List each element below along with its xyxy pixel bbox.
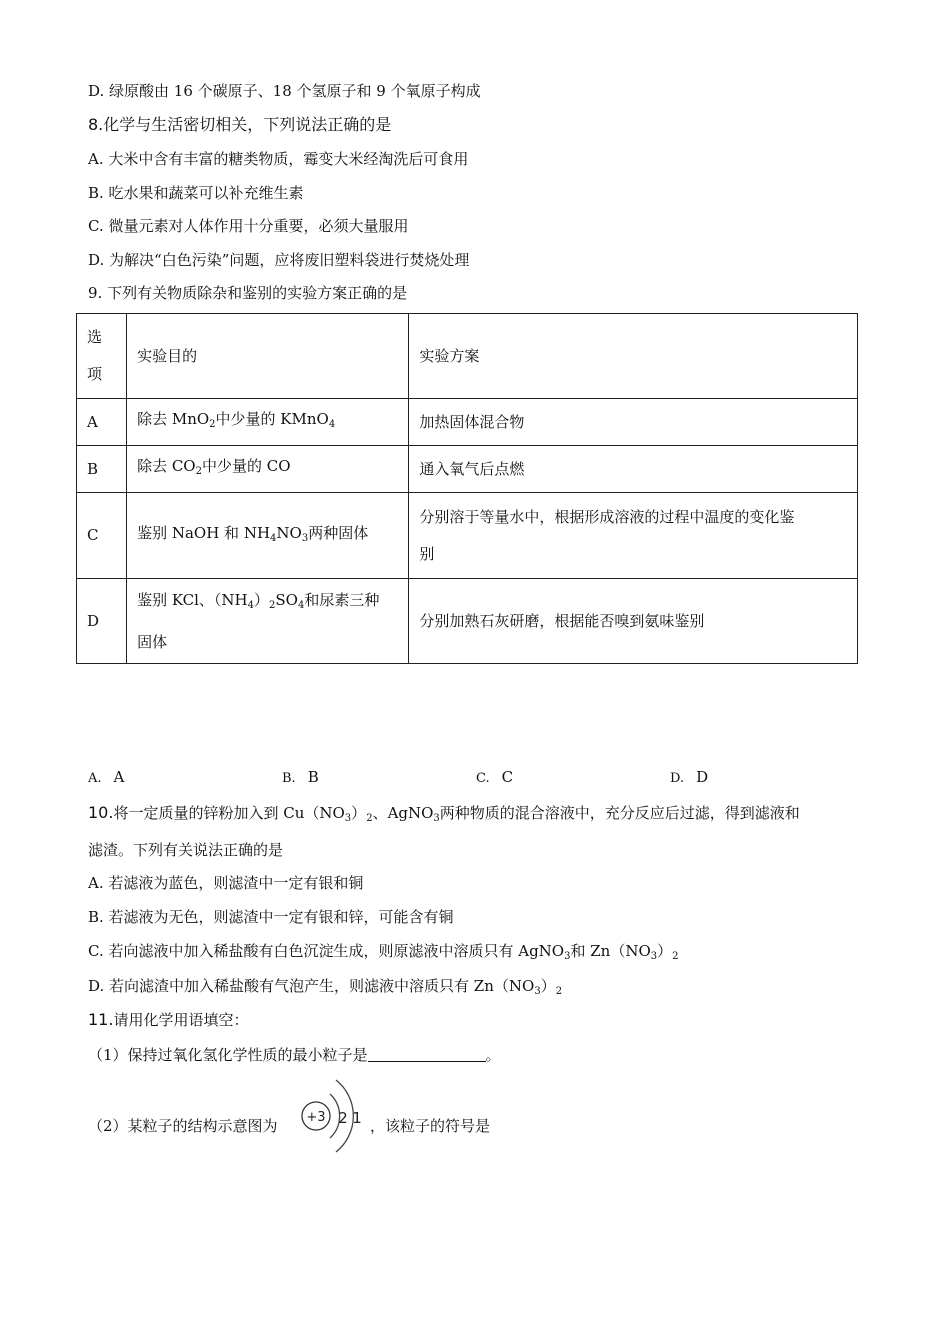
stem-text: 两种物质的混合溶液中，充分反应后过滤，得到滤液和 bbox=[439, 804, 800, 822]
row-b-purpose bbox=[127, 446, 409, 493]
purpose-text: ） bbox=[254, 590, 270, 609]
purpose-text: 除去 CO bbox=[137, 457, 196, 475]
stem-text: 请用化学用语填空： bbox=[113, 1011, 249, 1029]
choice-value: B bbox=[307, 768, 319, 786]
q8-stem-text: 8.化学与生活密切相关，下列说法正确的是 bbox=[88, 115, 392, 134]
choice-label: C. bbox=[476, 771, 490, 786]
table-row bbox=[77, 446, 858, 493]
purpose-text: NO bbox=[276, 523, 302, 542]
nucleus-charge: +3 bbox=[306, 1110, 326, 1125]
subscript: 3 bbox=[344, 813, 352, 824]
q11-part1 bbox=[88, 1045, 501, 1065]
plan-line2: 别 bbox=[419, 544, 435, 563]
header-purpose: 实验目的 bbox=[127, 314, 409, 399]
purpose-text: 中少量的 KMnO bbox=[215, 410, 329, 428]
q8-option-b: B. 吃水果和蔬菜可以补充维生素 bbox=[88, 184, 304, 202]
purpose-text: 中少量的 CO bbox=[201, 457, 291, 475]
stem-text: ） bbox=[351, 804, 367, 822]
q8-option-a: A. 大米中含有丰富的糖类物质，霉变大米经淘洗后可食用 bbox=[88, 150, 469, 168]
table-header-row bbox=[77, 314, 858, 399]
q11-stem bbox=[88, 1010, 248, 1030]
atom-structure-diagram bbox=[296, 1072, 368, 1164]
answer-blank[interactable] bbox=[368, 1045, 486, 1062]
row-d-purpose bbox=[127, 579, 409, 664]
q10-number: 10. bbox=[88, 803, 114, 822]
subscript: 2 bbox=[269, 599, 276, 611]
shell1-electrons: 2 bbox=[338, 1109, 348, 1127]
choice-label: B. bbox=[282, 771, 296, 786]
q9-experiment-table bbox=[76, 313, 858, 664]
subscript: 4 bbox=[328, 419, 336, 430]
part1-end: 。 bbox=[485, 1046, 501, 1064]
purpose-text: SO bbox=[275, 590, 298, 609]
subscript: 3 bbox=[301, 532, 309, 544]
row-a-purpose bbox=[127, 399, 409, 446]
row-c-plan bbox=[409, 493, 858, 579]
stem-text: 将一定质量的锌粉加入到 Cu（NO bbox=[113, 804, 345, 822]
header-option-line1: 选 bbox=[87, 328, 103, 346]
option-text: ） bbox=[540, 977, 556, 995]
row-a-plan: 加热固体混合物 bbox=[409, 399, 858, 446]
table-row bbox=[77, 493, 858, 579]
q9-choices bbox=[88, 768, 868, 790]
q9-choice-c[interactable] bbox=[476, 768, 513, 786]
purpose-text: 鉴别 KCl、（NH bbox=[137, 590, 248, 609]
q9-choice-a[interactable] bbox=[88, 768, 124, 786]
q11-part2-post: ，该粒子的符号是 bbox=[370, 1117, 491, 1135]
purpose-text: 鉴别 NaOH 和 NH bbox=[137, 523, 271, 542]
q11-number: 11. bbox=[88, 1010, 114, 1029]
option-text: D. 若向滤渣中加入稀盐酸有气泡产生，则滤液中溶质只有 Zn（NO bbox=[88, 977, 535, 995]
header-plan: 实验方案 bbox=[409, 314, 858, 399]
q10-stem-line1 bbox=[88, 803, 800, 829]
row-c-option: C bbox=[77, 493, 127, 579]
stem-text: 、AgNO bbox=[372, 804, 434, 822]
q10-option-d bbox=[88, 976, 562, 1002]
purpose-text: 两种固体 bbox=[308, 523, 369, 542]
q8-stem bbox=[88, 115, 391, 135]
table-row bbox=[77, 579, 858, 664]
q8-option-d: D. 为解决“白色污染”问题，应将废旧塑料袋进行焚烧处理 bbox=[88, 251, 470, 269]
option-text: 和 Zn（NO bbox=[570, 942, 651, 960]
q7-option-d: D. 绿原酸由 16 个碳原子、18 个氢原子和 9 个氧原子构成 bbox=[88, 82, 481, 100]
table-row bbox=[77, 399, 858, 446]
row-a-option: A bbox=[77, 399, 127, 446]
shell2-electrons: 1 bbox=[352, 1109, 362, 1127]
purpose-text: 和尿素三种 bbox=[304, 590, 380, 609]
subscript: 3 bbox=[534, 986, 541, 997]
q10-option-a: A. 若滤液为蓝色，则滤渣中一定有银和铜 bbox=[88, 874, 364, 892]
subscript: 2 bbox=[672, 951, 679, 962]
header-option bbox=[77, 314, 127, 399]
subscript: 2 bbox=[366, 813, 373, 824]
q10-stem-line2: 滤渣。下列有关说法正确的是 bbox=[88, 841, 284, 859]
q8-option-c: C. 微量元素对人体作用十分重要，必须大量服用 bbox=[88, 217, 409, 235]
row-b-plan: 通入氧气后点燃 bbox=[409, 446, 858, 493]
q10-option-c bbox=[88, 941, 679, 967]
choice-value: C bbox=[501, 768, 514, 786]
subscript: 4 bbox=[247, 599, 254, 611]
q9-stem: 9. 下列有关物质除杂和鉴别的实验方案正确的是 bbox=[88, 284, 408, 302]
subscript: 3 bbox=[650, 951, 658, 962]
choice-label: A. bbox=[88, 771, 102, 786]
plan-line1: 分别溶于等量水中，根据形成溶液的过程中温度的变化鉴 bbox=[419, 507, 795, 526]
subscript: 4 bbox=[297, 599, 305, 611]
header-option-line2: 项 bbox=[87, 365, 103, 383]
row-d-option: D bbox=[77, 579, 127, 664]
subscript: 3 bbox=[564, 951, 571, 962]
subscript: 3 bbox=[433, 813, 440, 824]
q11-part2-pre: （2）某粒子的结构示意图为 bbox=[88, 1117, 278, 1135]
subscript: 2 bbox=[209, 419, 216, 430]
purpose-text: 除去 MnO bbox=[137, 410, 210, 428]
choice-value: D bbox=[696, 768, 709, 786]
option-text: ） bbox=[657, 942, 673, 960]
q9-choice-b[interactable] bbox=[282, 768, 319, 786]
option-text: C. 若向滤液中加入稀盐酸有白色沉淀生成，则原滤液中溶质只有 AgNO bbox=[88, 942, 565, 960]
subscript: 4 bbox=[270, 532, 277, 544]
part1-text: （1）保持过氧化氢化学性质的最小粒子是 bbox=[88, 1046, 368, 1064]
choice-value: A bbox=[113, 768, 125, 786]
q9-choice-d[interactable] bbox=[670, 768, 708, 786]
row-b-option: B bbox=[77, 446, 127, 493]
subscript: 2 bbox=[195, 466, 202, 477]
q10-option-b: B. 若滤液为无色，则滤渣中一定有银和锌，可能含有铜 bbox=[88, 908, 454, 926]
row-d-plan: 分别加熟石灰研磨，根据能否嗅到氨味鉴别 bbox=[409, 579, 858, 664]
purpose-line2: 固体 bbox=[137, 632, 168, 651]
subscript: 2 bbox=[555, 986, 563, 997]
row-c-purpose bbox=[127, 493, 409, 579]
choice-label: D. bbox=[670, 771, 685, 786]
